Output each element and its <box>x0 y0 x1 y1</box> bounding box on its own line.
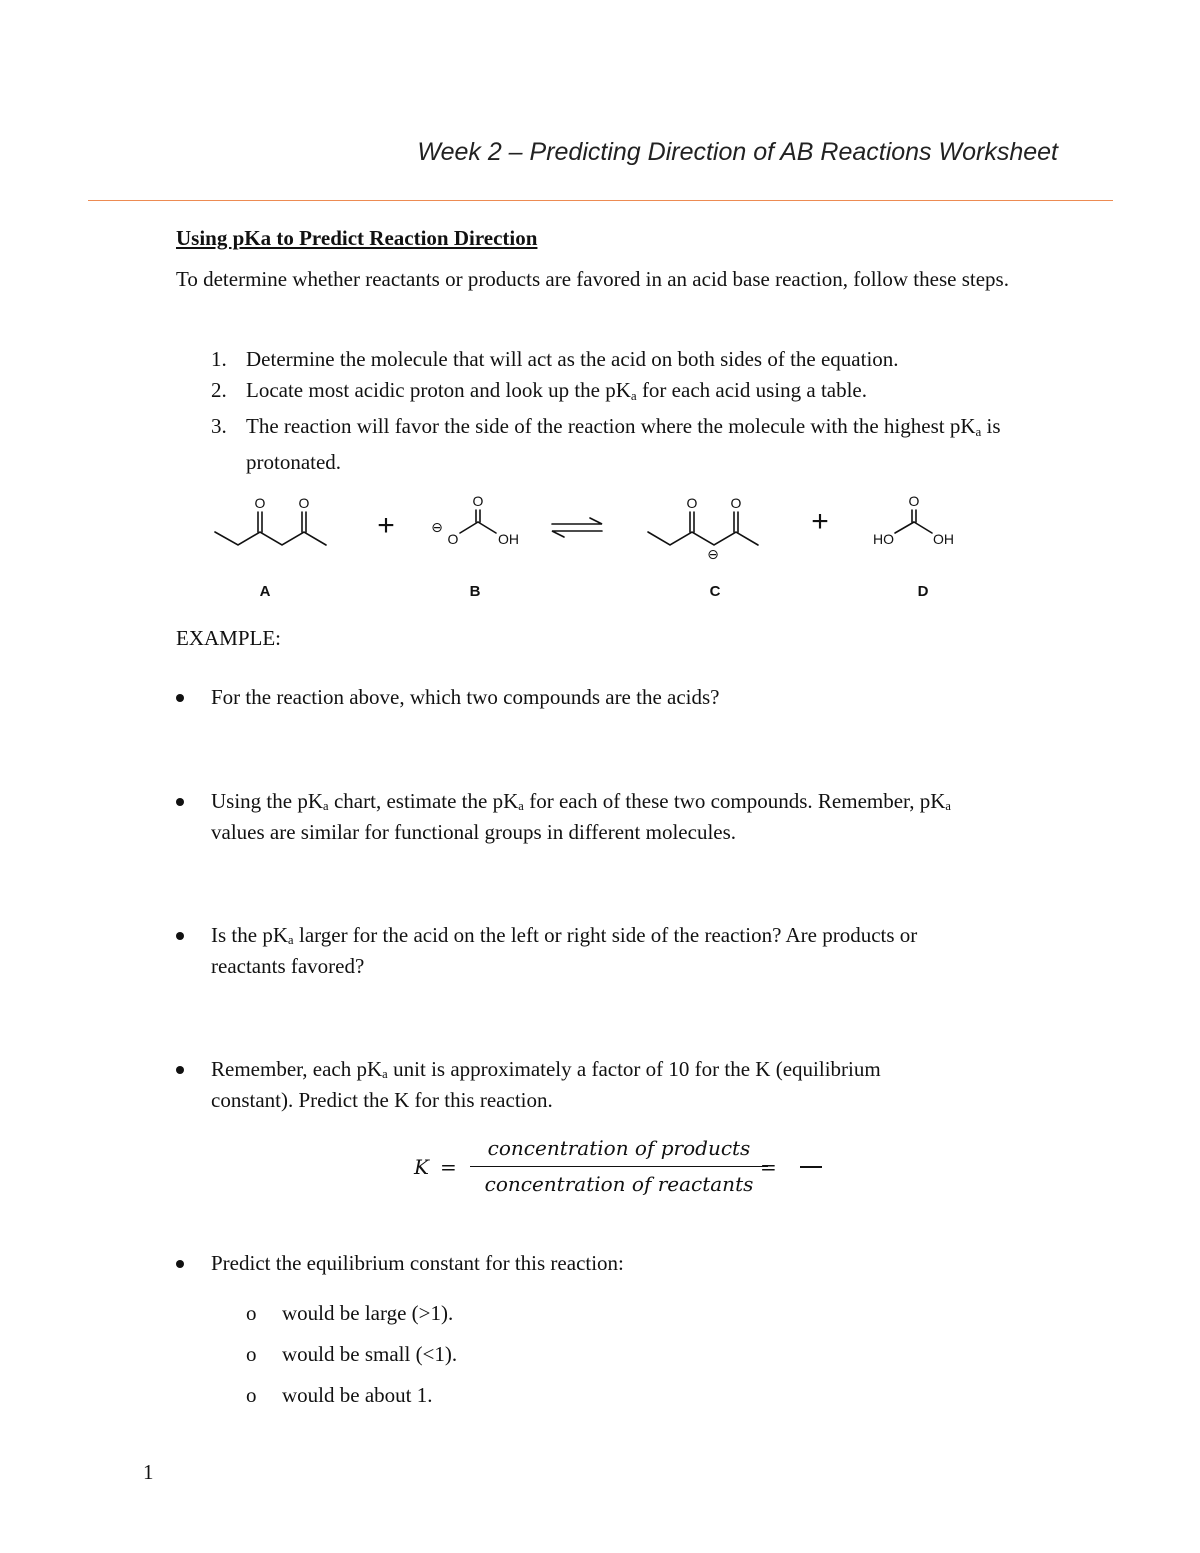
formula-k: K <box>414 1155 429 1179</box>
hydroxyl-group: HO <box>873 531 894 547</box>
compound-label-a: A <box>259 583 271 600</box>
plus-sign: + <box>811 505 829 538</box>
oxygen-atom: O <box>447 531 459 547</box>
step-text: Locate most acidic proton and look up the pK <box>246 378 631 402</box>
step-number: 2. <box>211 378 227 402</box>
option-item <box>246 1298 457 1339</box>
oxygen-atom: O <box>254 495 266 511</box>
example-label: EXAMPLE: <box>176 626 281 650</box>
question-item <box>176 786 1056 848</box>
bullet-dot-icon <box>176 1260 184 1268</box>
equilibrium-formula <box>414 1134 834 1200</box>
formula-denominator: concentration of reactants <box>484 1172 754 1196</box>
negative-charge-icon: ⊖ <box>431 519 443 535</box>
question-item <box>176 682 1056 713</box>
hydroxyl-group: OH <box>498 531 519 547</box>
circle-bullet-icon: o <box>246 1342 257 1366</box>
step-item <box>176 375 1056 411</box>
oxygen-atom: O <box>298 495 310 511</box>
answer-options <box>246 1298 457 1421</box>
negative-charge-icon: ⊖ <box>707 546 719 562</box>
compound-label-c: C <box>709 583 721 600</box>
step-item <box>176 411 1056 478</box>
option-text: would be large (>1). <box>282 1301 454 1325</box>
circle-bullet-icon: o <box>246 1383 257 1407</box>
forward-arrow <box>552 518 602 524</box>
subscript: a <box>630 388 637 403</box>
plus-sign: + <box>377 509 395 542</box>
question-text: Predict the equilibrium constant for this reaction: <box>211 1251 624 1275</box>
compound-a-skeleton <box>215 532 326 545</box>
question-text: constant). Predict the K for this reaction. <box>211 1088 553 1112</box>
bullet-dot-icon <box>176 1066 184 1074</box>
page-number: 1 <box>143 1460 154 1484</box>
step-number: 3. <box>211 414 227 438</box>
circle-bullet-icon: o <box>246 1301 257 1325</box>
worksheet-title: Week 2 – Predicting Direction of AB Reactions Worksheet <box>417 138 1058 166</box>
reaction-scheme <box>0 470 1200 610</box>
header-divider <box>88 200 1113 201</box>
step-item <box>176 344 1056 375</box>
question-text: values are similar for functional groups in different molecules. <box>211 820 737 844</box>
bullet-dot-icon <box>176 798 184 806</box>
oxygen-atom: O <box>908 493 920 509</box>
question-text: Using the pKₐ chart, estimate the pKₐ for each of these two compounds. Remember, pKₐ <box>211 789 952 813</box>
option-text: would be about 1. <box>282 1383 433 1407</box>
compound-label-b: B <box>469 583 481 600</box>
intro-paragraph: To determine whether reactants or products are favored in an acid base reaction, follow these steps. <box>176 267 1009 291</box>
compound-label-d: D <box>917 583 929 600</box>
question-item <box>176 1248 1056 1279</box>
step-text: Determine the molecule that will act as the acid on both sides of the equation. <box>246 347 899 371</box>
bond <box>914 522 932 533</box>
question-text: For the reaction above, which two compounds are the acids? <box>211 685 720 709</box>
option-item <box>246 1380 457 1421</box>
reverse-arrow <box>552 531 602 537</box>
question-text: reactants favored? <box>211 954 365 978</box>
step-text: is protonated. <box>246 414 1001 474</box>
step-text: for each acid using a table. <box>636 378 868 402</box>
oxygen-atom: O <box>472 493 484 509</box>
section-heading: Using pKa to Predict Reaction Direction <box>176 226 538 250</box>
bond <box>478 522 496 533</box>
answer-blank-fraction <box>800 1166 822 1168</box>
subscript: a <box>975 424 982 439</box>
oxygen-atom: O <box>686 495 698 511</box>
oxygen-atom: O <box>730 495 742 511</box>
bond <box>460 522 478 533</box>
question-item <box>176 920 1056 982</box>
formula-equals: = <box>760 1155 777 1179</box>
step-number: 1. <box>211 347 227 371</box>
compound-c-skeleton <box>648 532 758 545</box>
steps-list <box>176 344 1056 478</box>
option-text: would be small (<1). <box>282 1342 458 1366</box>
bond <box>895 522 914 533</box>
hydroxyl-group: OH <box>933 531 954 547</box>
bullet-dot-icon <box>176 932 184 940</box>
step-text: The reaction will favor the side of the reaction where the molecule with the highest pK <box>246 414 976 438</box>
formula-equals: = <box>440 1155 457 1179</box>
fraction-bar <box>470 1166 768 1167</box>
formula-numerator: concentration of products <box>487 1136 751 1160</box>
bullet-dot-icon <box>176 694 184 702</box>
question-item <box>176 1054 1056 1116</box>
question-text: Remember, each pKₐ unit is approximately a factor of 10 for the K (equilibrium <box>211 1057 881 1081</box>
option-item <box>246 1339 457 1380</box>
question-text: Is the pKₐ larger for the acid on the left or right side of the reaction? Are products or <box>211 923 918 947</box>
